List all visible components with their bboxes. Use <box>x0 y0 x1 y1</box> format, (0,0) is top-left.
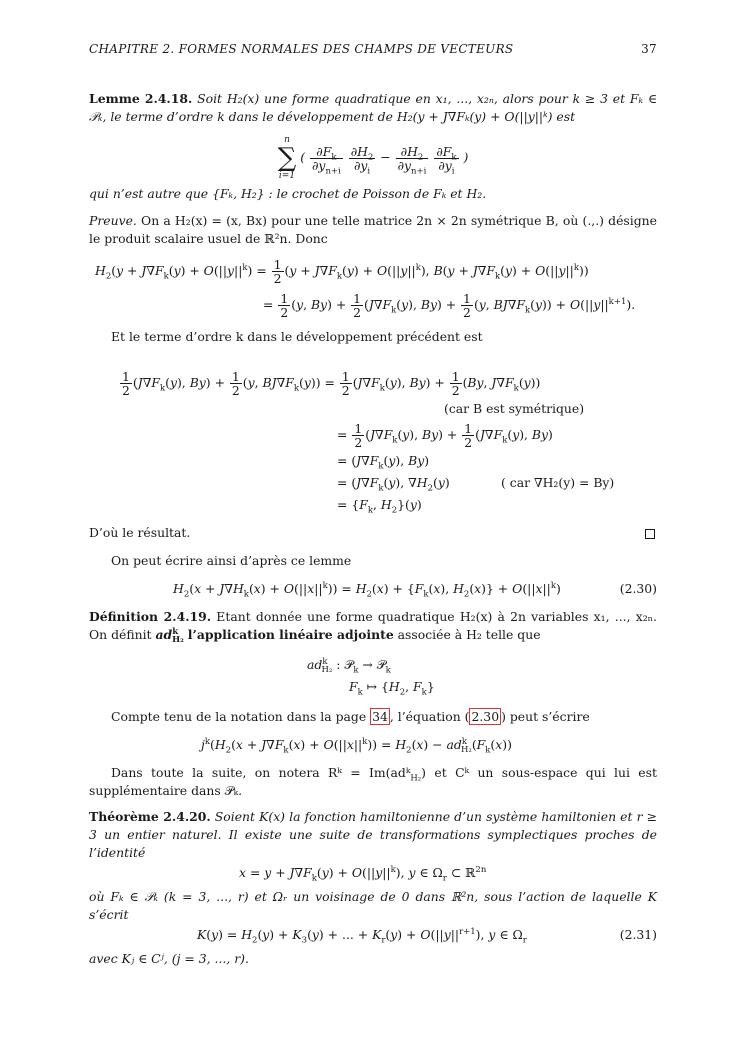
proof-end <box>89 524 657 542</box>
proof-note-symmetric: (car B est symétrique) <box>444 401 585 416</box>
lemma-block <box>89 90 657 126</box>
proof-intro <box>89 212 657 248</box>
proof-equation-line-2: = $\frac{1}{2}$ (y, By) + $\frac{1}{2}$ ($J\nabla F_k(y)$, By) + $\frac{1}{2}$ (y, $BJ\nabla F_k(y)) + O(||y||^{k+1})$. <box>263 291 636 320</box>
equation-link[interactable]: 2.30 <box>471 709 500 724</box>
notation-note-mid: , l’équation ( <box>389 709 470 724</box>
definition-block <box>89 608 657 644</box>
page-link[interactable]: 34 <box>372 709 388 724</box>
proof-equation-line-1: $H_2(y + J\nabla F_k(y) + O(||y||^k)$ = $\frac{1}{2}$ ($y + J\nabla F_k(y) + O(||y||^k)$, $B(y + J\nabla F_k(y) + O(||y||^k))$ <box>95 257 589 286</box>
equation-2-31-label: (2.31) <box>619 927 657 942</box>
suite-note-part-2: ) et Cᵏ un sous-espace qui lui est supplémentaire dans 𝒫ₖ. <box>89 765 657 798</box>
definition-text-1: Etant donnée une forme quadratique H₂(x) à 2n variables x₁, ..., x₂ₙ. On définit <box>89 609 657 642</box>
proof-text: On a H₂(x) = (x, Bx) pour une telle matrice 2n × 2n symétrique B, où (.,.) désigne le produit scalaire usuel de ℝ²n. Donc <box>89 213 657 246</box>
theorem-text-3: avec Kⱼ ∈ Cʲ, (j = 3, ..., r). <box>89 951 249 966</box>
transformation-equation: $x = y + J\nabla F_k(y) + O(||y||^k)$, y ∈ $\Omega_r$ ⊂ ℝ$^{2n}$ <box>239 864 487 884</box>
theorem-text-2: où Fₖ ∈ 𝒫ₖ (k = 3, ..., r) et Ωᵣ un voisinage de 0 dans ℝ²n, sous l’action de laquelle K s’écrit <box>89 889 657 922</box>
equation-2-30-body: $H_2(x + J\nabla H_k(x) + O(||x||^k)) = H_2(x) + \{F_k(x)$, $H_2(x)\} + O(||x||^k)$ <box>173 580 561 600</box>
adjoint-map-line-2: $F_k$ ↦ {$H_2$, $F_k$} <box>349 679 435 698</box>
proof-block <box>89 212 657 248</box>
lemma-text: Soit H₂(x) une forme quadratique en x₁, ..., x₂ₙ, alors pour k ≥ 3 et Fₖ ∈ 𝒫ₖ, le terme d’ordre k dans le développement de H₂(y + J∇Fₖ(y) + O(||y||ᵏ) est <box>89 91 657 124</box>
running-header <box>89 40 657 60</box>
equation-2-31-body: $K(y) = H_2(y) + K_3(y)$ + ... + $K_r(y) + O(||y||^{r+1})$, y ∈ $\Omega_r$ <box>197 926 527 946</box>
definition-statement: Définition 2.4.19. Etant donnée une forme quadratique H₂(x) à 2n variables x₁, ..., x₂ₙ. On définit $ad^k_{H_2}$ l’application linéaire adjointe associée à H₂ telle que <box>89 609 657 646</box>
page-number: 37 <box>641 42 657 56</box>
lemma-statement <box>89 90 657 126</box>
suite-note <box>89 764 657 800</box>
proof-chain-line-1: $\frac{1}{2}$ ($J\nabla F_k(y)$, By) + $\frac{1}{2}$ (y, $BJ\nabla F_k(y)$) = $\frac{1}{2}$ ($J\nabla F_k(y)$, By) + $\frac{1}{2}$ (By, $J\nabla F_k(y)$) <box>122 369 541 398</box>
notation-note-text <box>89 708 657 726</box>
adjoint-map-line-1: $ad^k_{H_2}$ : 𝒫$_k$ → 𝒫$_k$ <box>307 656 391 676</box>
proof-chain-line-4: = ($J\nabla F_k(y)$, $\nabla H_2(y)$ <box>337 475 450 494</box>
theorem-end <box>89 950 657 968</box>
definition-text-2: associée à H₂ telle que <box>397 627 541 642</box>
page <box>89 40 657 966</box>
after-lemma-text: On peut écrire ainsi d’après ce lemme <box>111 553 352 568</box>
suite-note-part-1: Dans toute la suite, on notera Rᵏ = Im(adᵏ <box>111 765 411 780</box>
lemma-conclusion <box>89 185 657 203</box>
after-lemma <box>89 552 657 570</box>
notation-note-after: ) peut s’écrire <box>501 709 590 724</box>
lemma-conclusion-text: qui n’est autre que {Fₖ, H₂} : le crochet de Poisson de Fₖ et H₂. <box>89 186 487 201</box>
notation-note-before: Compte tenu de la notation dans la page <box>111 709 367 724</box>
notation-note <box>89 708 657 726</box>
suite-note-text: Dans toute la suite, on notera Rᵏ = Im(adᵏ$_{H_2}$) et Cᵏ un sous-espace qui lui est supplémentaire dans 𝒫ₖ. <box>89 765 657 798</box>
jet-equation: $j^k(H_2(x + J\nabla F_k(x) + O(||x||^k)) = H_2(x) - ad^k_{H_2}(F_k(x))$ <box>201 736 512 756</box>
proof-chain-line-3: = ($J\nabla F_k(y)$, By) <box>337 453 430 472</box>
proof-label: Preuve. <box>89 213 137 228</box>
proof-chain-line-2: = $\frac{1}{2}$ ($J\nabla F_k(y)$, By) + $\frac{1}{2}$ ($J\nabla F_k(y)$, By) <box>337 421 553 450</box>
equation-2-30-label: (2.30) <box>619 581 657 596</box>
theorem-label: Théorème 2.4.20. <box>89 809 211 824</box>
theorem-text-1: Soient K(x) la fonction hamiltonienne d’un système hamiltonien et r ≥ 3 un entier naturel. Il existe une suite de transformations symplectiques proches de l’identité <box>89 809 657 860</box>
lemma-label: Lemme 2.4.18. <box>89 91 193 106</box>
qed-square-icon <box>645 529 655 539</box>
lemma-equation: n ∑ i=1 ( $\frac{\partial F_k}{\partial y_{n+i}}$ $\frac{\partial H_2}{\partial y_i}$ − $\frac{\partial H_2}{\partial y_{n+i}}$ $\frac{\partial F_k}{\partial y_i}$ ) <box>277 135 469 181</box>
definition-bold-term: l’application linéaire adjointe <box>187 627 394 642</box>
theorem-block <box>89 808 657 862</box>
definition-label: Définition 2.4.19. <box>89 609 212 624</box>
proof-chain-line-5: = {$F_k$, $H_2\}(y)$ <box>337 497 422 516</box>
proof-conclusion: D’où le résultat. <box>89 525 191 540</box>
proof-note-gradient: ( car ∇H₂(y) = By) <box>501 475 615 490</box>
proof-order-k <box>89 328 657 346</box>
theorem-statement <box>89 808 657 862</box>
chapter-title: CHAPITRE 2. FORMES NORMALES DES CHAMPS DE VECTEURS <box>89 42 514 56</box>
theorem-continuation <box>89 888 657 924</box>
proof-order-k-text: Et le terme d’ordre k dans le développement précédent est <box>111 329 483 344</box>
sum-symbol: n ∑ i=1 <box>277 135 297 181</box>
